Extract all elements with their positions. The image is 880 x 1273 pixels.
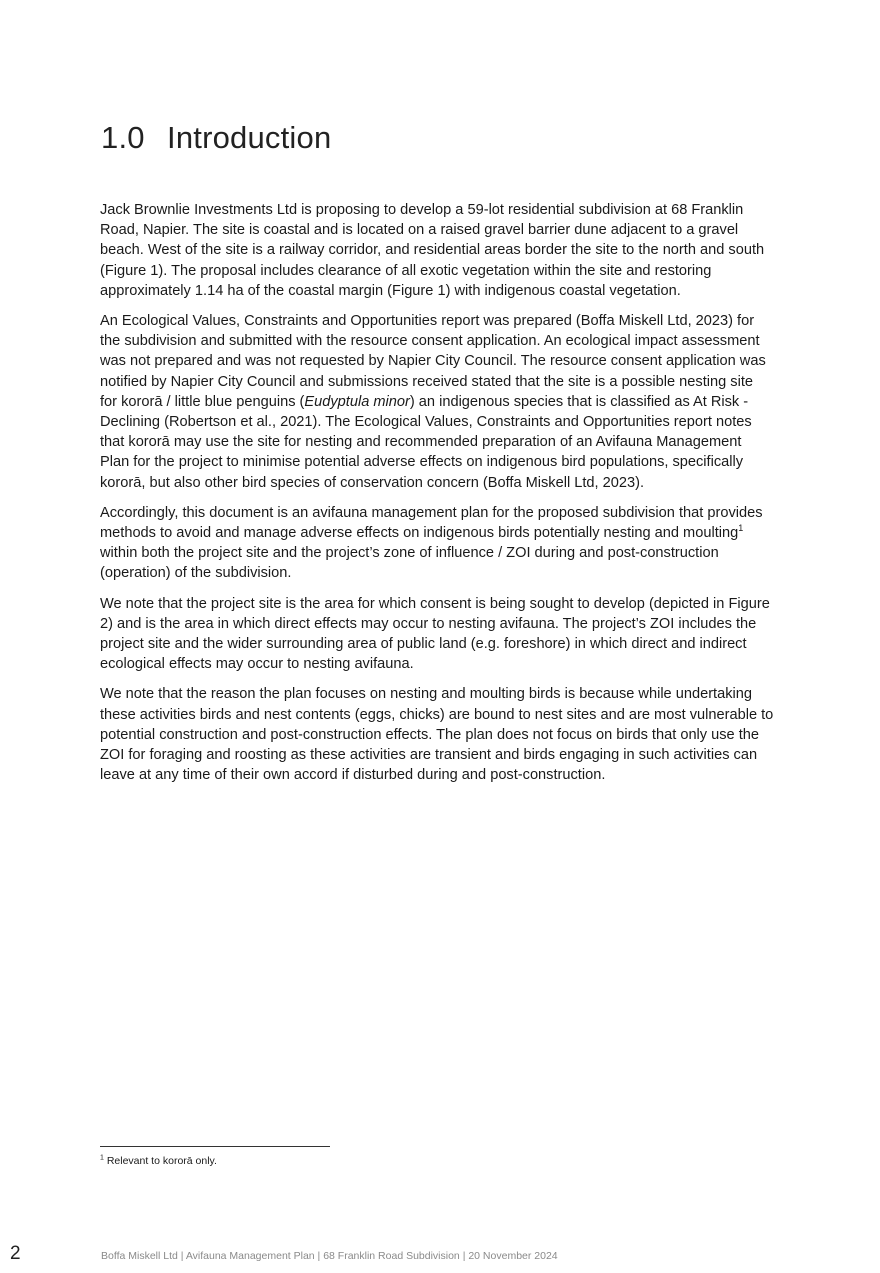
- paragraph-2-part-a: An Ecological Values, Constraints and Opportunities report was prepared (Boffa Miskell Ltd, 2023) for the subdivision and submitted with the resource consent application. An ecological impact assessment was not prepared and was not requested by Napier City Council. The resource consent application was notified by Napier City Council and submissions received stated that the site is a possible nesting site for kororā / little blue penguins (: [100, 313, 766, 410]
- paragraph-4: We note that the project site is the area for which consent is being sought to develop (depicted in Figure 2) and is the area in which direct effects may occur to nesting avifauna. The project’s ZOI includes the project site and the wider surrounding area of public land (e.g. foreshore) in which direct and indirect ecological effects may occur to nesting avifauna.: [100, 595, 770, 673]
- paragraph-2-part-b: ) an indigenous species that is classified as At Risk - Declining (Robertson et al., 2021). The Ecological Values, Constraints and Opportunities report notes that kororā may use the site for nesting and recommended preparation of an Avifauna Management Plan for the project to minimise potential adverse effects on indigenous bird populations, specifically kororā, but also other bird species of conservation concern (Boffa Miskell Ltd, 2023).: [100, 393, 752, 491]
- footnote: [100, 1155, 217, 1167]
- paragraph-3-part-a: Accordingly, this document is an avifauna management plan for the proposed subdivision that provides methods to avoid and manage adverse effects on indigenous birds potentially nesting and moulting: [100, 504, 763, 542]
- section-title: Introduction: [167, 120, 332, 155]
- paragraph-5: We note that the reason the plan focuses on nesting and moulting birds is because while undertaking these activities birds and nest contents (eggs, chicks) are bound to nest sites and are most vulnerable to potential construction and post-construction effects. The plan does not focus on birds that only use the ZOI for foraging and roosting as these activities are transient and birds engaging in such activities can leave at any time of their own accord if disturbed during and post-construction.: [100, 686, 774, 784]
- paragraph-2: [100, 311, 774, 493]
- paragraph-3: [100, 503, 774, 584]
- section-number: 1.0: [101, 120, 145, 155]
- paragraph-1: Jack Brownlie Investments Ltd is proposing to develop a 59-lot residential subdivision at 68 Franklin Road, Napier. The site is coastal and is located on a raised gravel barrier dune adjacent to a gravel beach. West of the site is a railway corridor, and residential areas border the site to the north and south (Figure 1). The proposal includes clearance of all exotic vegetation within the site and restoring approximately 1.14 ha of the coastal margin (Figure 1) with indigenous coastal vegetation.: [100, 202, 765, 299]
- body-text: [100, 200, 774, 795]
- paragraph-3-part-b: within both the project site and the project’s zone of influence / ZOI during and post-construction (operation) of the subdivision.: [100, 545, 719, 582]
- footnote-divider: [100, 1146, 330, 1147]
- footnote-marker: 1: [100, 1154, 104, 1162]
- section-heading: [101, 120, 331, 156]
- page-number: 2: [10, 1243, 21, 1264]
- species-name: Eudyptula minor: [304, 393, 410, 410]
- footnote-text: Relevant to kororā only.: [103, 1155, 217, 1167]
- footnote-reference[interactable]: 1: [738, 523, 744, 534]
- page-footer: Boffa Miskell Ltd | Avifauna Management Plan | 68 Franklin Road Subdivision | 20 November 2024: [101, 1250, 558, 1262]
